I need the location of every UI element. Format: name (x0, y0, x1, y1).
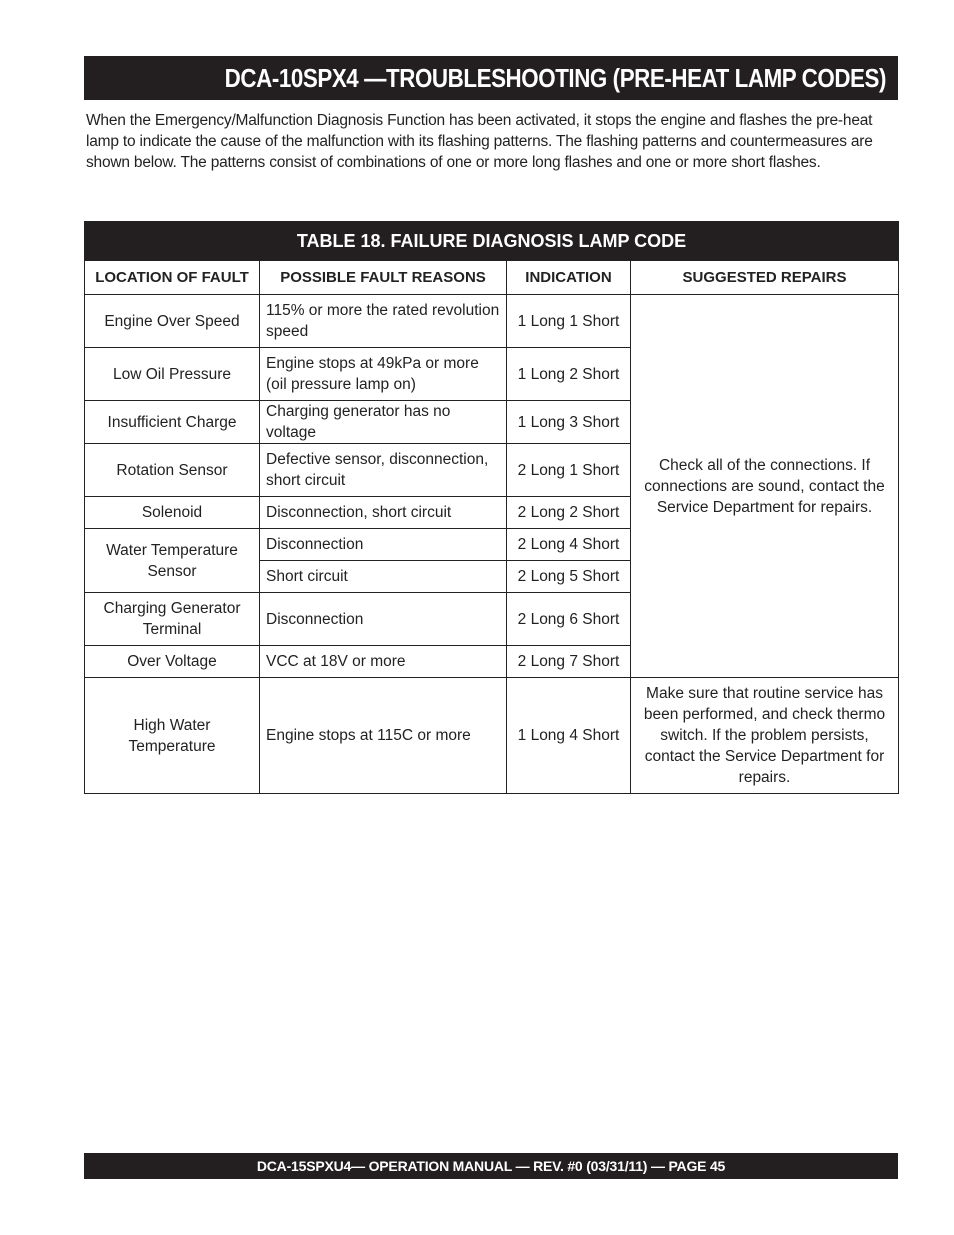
reason-cell: Disconnection (260, 529, 507, 561)
page-title: DCA-10SPX4 —TROUBLESHOOTING (PRE-HEAT LAMP CODES) (224, 62, 886, 93)
reason-cell: Short circuit (260, 561, 507, 593)
table-caption-row (85, 222, 899, 261)
header-reasons: POSSIBLE FAULT REASONS (260, 261, 507, 295)
indication-cell: 2 Long 1 Short (507, 444, 631, 497)
reason-cell: 115% or more the rated revolution speed (260, 295, 507, 348)
indication-cell: 1 Long 4 Short (507, 678, 631, 794)
table-row (85, 295, 899, 348)
reason-cell: Charging generator has no voltage (260, 401, 507, 444)
location-cell: Engine Over Speed (85, 295, 260, 348)
indication-cell: 2 Long 7 Short (507, 646, 631, 678)
indication-cell: 2 Long 6 Short (507, 593, 631, 646)
reason-cell: Disconnection, short circuit (260, 497, 507, 529)
indication-cell: 2 Long 4 Short (507, 529, 631, 561)
intro-paragraph (86, 110, 900, 173)
location-cell: Insufficient Charge (85, 401, 260, 444)
location-cell: Water Temperature Sensor (85, 529, 260, 593)
page-footer (84, 1153, 898, 1179)
table-caption: TABLE 18. FAILURE DIAGNOSIS LAMP CODE (85, 222, 899, 261)
reason-cell: Engine stops at 49kPa or more (oil pressure lamp on) (260, 348, 507, 401)
header-repairs: SUGGESTED REPAIRS (631, 261, 899, 295)
reason-cell: Defective sensor, disconnection, short circuit (260, 444, 507, 497)
reason-cell: Disconnection (260, 593, 507, 646)
intro-text: When the Emergency/Malfunction Diagnosis Function has been activated, it stops the engine and flashes the pre-heat lamp to indicate the cause of the malfunction with its flashing patterns. The flashing patterns and countermeasures are shown below. The patterns consist of combinations of one or more long flashes and one or more short flashes. (86, 112, 873, 171)
location-cell: Charging Generator Terminal (85, 593, 260, 646)
repair-cell: Make sure that routine service has been performed, and check thermo switch. If the problem persists, contact the Service Department for repairs. (631, 678, 899, 794)
location-cell: Low Oil Pressure (85, 348, 260, 401)
indication-cell: 1 Long 2 Short (507, 348, 631, 401)
title-bar (84, 56, 898, 100)
header-indication: INDICATION (507, 261, 631, 295)
indication-cell: 2 Long 2 Short (507, 497, 631, 529)
table-header-row (85, 261, 899, 295)
location-cell: High Water Temperature (85, 678, 260, 794)
indication-cell: 2 Long 5 Short (507, 561, 631, 593)
table-row (85, 678, 899, 794)
location-cell: Over Voltage (85, 646, 260, 678)
repair-cell: Check all of the connections. If connections are sound, contact the Service Department for repairs. (631, 295, 899, 678)
indication-cell: 1 Long 3 Short (507, 401, 631, 444)
reason-cell: Engine stops at 115C or more (260, 678, 507, 794)
header-location: LOCATION OF FAULT (85, 261, 260, 295)
failure-diagnosis-table (84, 221, 899, 794)
location-cell: Solenoid (85, 497, 260, 529)
location-cell: Rotation Sensor (85, 444, 260, 497)
reason-cell: VCC at 18V or more (260, 646, 507, 678)
indication-cell: 1 Long 1 Short (507, 295, 631, 348)
footer-text: DCA-15SPXU4— OPERATION MANUAL — REV. #0 (03/31/11) — PAGE 45 (256, 1158, 726, 1174)
